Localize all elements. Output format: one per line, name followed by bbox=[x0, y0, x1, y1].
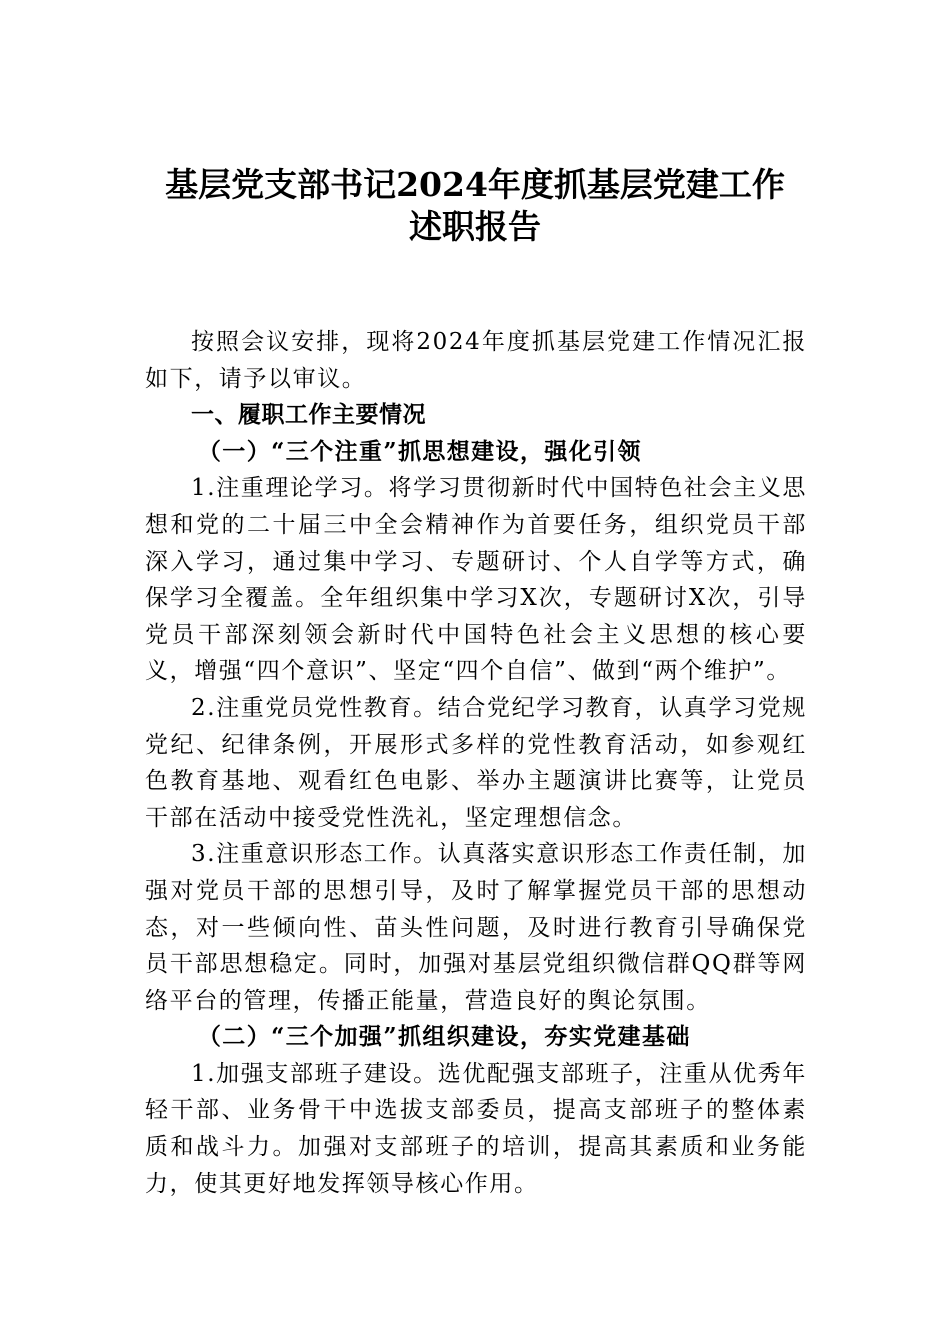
intro-paragraph: 按照会议安排，现将2024年度抓基层党建工作情况汇报如下，请予以审议。 bbox=[145, 329, 807, 392]
paragraph-branch-team: 1.加强支部班子建设。选优配强支部班子，注重从优秀年轻干部、业务骨干中选拔支部委员，提高支部班子的整体素质和战斗力。加强对支部班子的培训，提高其素质和业务能力，使其更好地发挥领导核心作用。 bbox=[145, 1060, 807, 1197]
document-title-line-1: 基层党支部书记2024年度抓基层党建工作 bbox=[165, 165, 785, 204]
document-title-line-2: 述职报告 bbox=[409, 207, 541, 246]
subsection-heading-1: （一）“三个注重”抓思想建设，强化引领 bbox=[197, 437, 642, 465]
paragraph-party-education: 2.注重党员党性教育。结合党纪学习教育，认真学习党规党纪、纪律条例，开展形式多样的党性教育活动，如参观红色教育基地、观看红色电影、举办主题演讲比赛等，让党员干部在活动中接受党性洗礼，坚定理想信念。 bbox=[145, 694, 807, 831]
subsection-heading-2: （二）“三个加强”抓组织建设，夯实党建基础 bbox=[197, 1023, 691, 1051]
paragraph-ideology-work: 3.注重意识形态工作。认真落实意识形态工作责任制，加强对党员干部的思想引导，及时了解掌握党员干部的思想动态，对一些倾向性、苗头性问题，及时进行教育引导确保党员干部思想稳定。同时，加强对基层党组织微信群QQ群等网络平台的管理，传播正能量，营造良好的舆论氛围。 bbox=[145, 841, 807, 1014]
document-body bbox=[145, 324, 807, 1202]
section-heading-1: 一、履职工作主要情况 bbox=[191, 402, 426, 429]
paragraph-theory-study: 1.注重理论学习。将学习贯彻新时代中国特色社会主义思想和党的二十届三中全会精神作为首要任务，组织党员干部深入学习，通过集中学习、专题研讨、个人自学等方式，确保学习全覆盖。全年组织集中学习X次，专题研讨X次，引导党员干部深刻领会新时代中国特色社会主义思想的核心要义，增强“四个意识”、坚定“四个自信”、做到“两个维护”。 bbox=[145, 475, 807, 685]
